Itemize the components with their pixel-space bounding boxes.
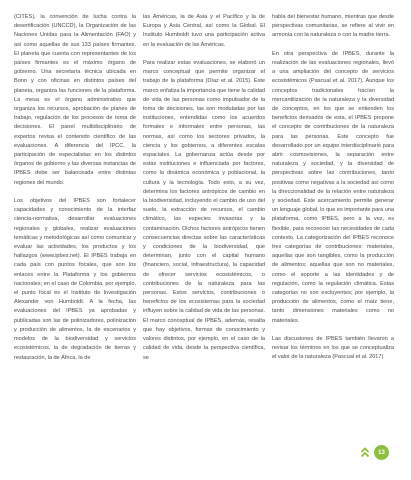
text-column-2 xyxy=(143,13,265,363)
page-footer xyxy=(359,445,389,460)
paragraph: Para realizar estas evaluaciones, se elaboró un marco conceptual que permite organizar el trabajo de la plataforma (Díaz et al. 2015). Este marco enfatiza la importancia que tiene la calidad de vida de las personas como impulsador de la toma de decisiones, las son moduladas por las instituciones, entendidas como los acuerdos formales e informales entre personas, las normas, así como los sectores privados, la ciencia y los gobiernos, a diferentes escalas espaciales. La gobernanza actúa desde por estas instituciones e influenciada por factores, como la dinámica económica y poblacional, la cultura y la tecnología. Todo esto, a su vez, determina los factores antrópicos de cambio en la biodiversidad, incluyendo el cambio de uso del suelo, la extracción de recursos, el cambio climático, las especies invasoras y la contaminación. Dichos factores antrópicos tienen consecuencias directas sobre las características y condiciones de la biodiversidad, que determinan, junto con el capital humano (financiero, social, infraestructura), la capacidad de ofrecer servicios ecosistémicos, o contribuciones de la naturaleza para las personas. Estos servicios, contribuciones o beneficios de los ecosistemas para la sociedad influyen sobre la calidad de vida de las personas. El marco conceptual de IPBES, además, resalta que hay objetivos, formas de conocimiento y valores distintos, por ejemplo, en el caso de la calidad de vida, desde la perspectiva científica, se xyxy=(143,60,265,361)
paragraph: (CITES), la convención de lucha contra la desertificación (UNCCD), la Organización de las Naciones Unidas para la Alimentación (FAO) y así como aquellas de sus 133 países firmantes. El planeta que cuenta con representantes de los países firmantes es el máximo órgano de gobierno. Una secretaría técnica ubicada en Bonn y con oficinas en distintos países del planeta, organiza las funciones de la plataforma. La mesa es el órgano administrativo que organiza los recursos, aprobación de planes de trabajo, regulación de los procesos de toma de decisiones. El panel multidisciplinario de expertos revisa el contenido científico de las evaluaciones. A diferencia del IPCC, la participación de especialistas en los distintos órganos de gobierno y las diversas instancias de IPBES debe ser balanceada entre distintas regiones del mundo. xyxy=(14,14,136,186)
paragraph: habla del bienestar humano, mientras que desde perspectivas comunitarias, se refiere al vivir en armonía con la naturaleza o con la madre tierra. xyxy=(272,14,394,39)
paragraph: Los objetivos del IPBES son fortalecer capacidades y conocimiento de la interfaz ciencia-normativa, desarrollar evaluaciones regionales y globales, realizar evaluaciones temáticas y metodológicas así como comunicar y evaluar las actividades, los productos y los hallazgos (www.ipbes.net). El IPBES trabaja en cada país con puntos focales, que son los enlaces entre la Plataforma y los gobiernos nacionales; en el caso de Colombia, por ejemplo, el punto focal es el Instituto de Investigación Alexander von Humboldt. A la fecha, las evaluaciones del IPBES ya aprobadas y publicadas son las de polinizadores, polinización y producción de alimentos, la de escenarios y modelos de la biodiversidad y servicios ecosistémicos, la de degradación de tierras y restauración, la de África, la de xyxy=(14,198,136,361)
paragraph: las Américas, la de Asia y el Pacífico y la de Europa y Asia Central, así como la Global. El Instituto Humboldt tuvo una participación activa en la evaluación de las Américas. xyxy=(143,14,265,48)
text-column-3 xyxy=(272,13,394,363)
text-column-1 xyxy=(14,13,136,363)
page-number-badge: 13 xyxy=(374,445,389,460)
paragraph: Las discusiones de IPBES también llevaron a revisar los términos en los que se conceptualiza el valor de la naturaleza (Pascual et al. 2017) xyxy=(272,336,394,361)
double-chevron-up-icon[interactable] xyxy=(359,447,371,459)
paragraph: En otra perspectiva de IPBES, durante la realización de las evaluaciones regionales, llevó a una ampliación del concepto de servicios ecosistémicos (Pascual et al. 2017). Aunque los conceptos tradicionales hacían la mercantilización de la naturaleza y la diversidad de conceptos, en los que se entienden los beneficios derivados de esta, el IPBES propone el concepto de contribuciones de la naturaleza para las personas. Este concepto fue desarrollado por un equipo interdisciplinario para abrir cosmovisiones, la separación entre naturaleza y sociedad, y la diversidad de perspectivas sobre las contribuciones, tanto positivas como negativas a la sociedad así como la direccionalidad de la relación entre naturaleza y sociedad. Este acercamiento permite generar un lenguaje global, lo que es importante para una plataforma, como IPBES, pero a la vez, es flexible, para reconocer las necesidades de cada contexto. La categorización del IPBES reconoce tres categorías de contribuciones: materiales, aquellas que son tangibles, como la producción de alimentos; aquellas que son no materiales, como el soporte a las identidades y de regulación, como la regulación climática. Estas categorías no son excluyentes; por ejemplo, la producción de alimentos, como el maíz tiene, tanto dimensiones materiales como no materiales. xyxy=(272,50,394,324)
